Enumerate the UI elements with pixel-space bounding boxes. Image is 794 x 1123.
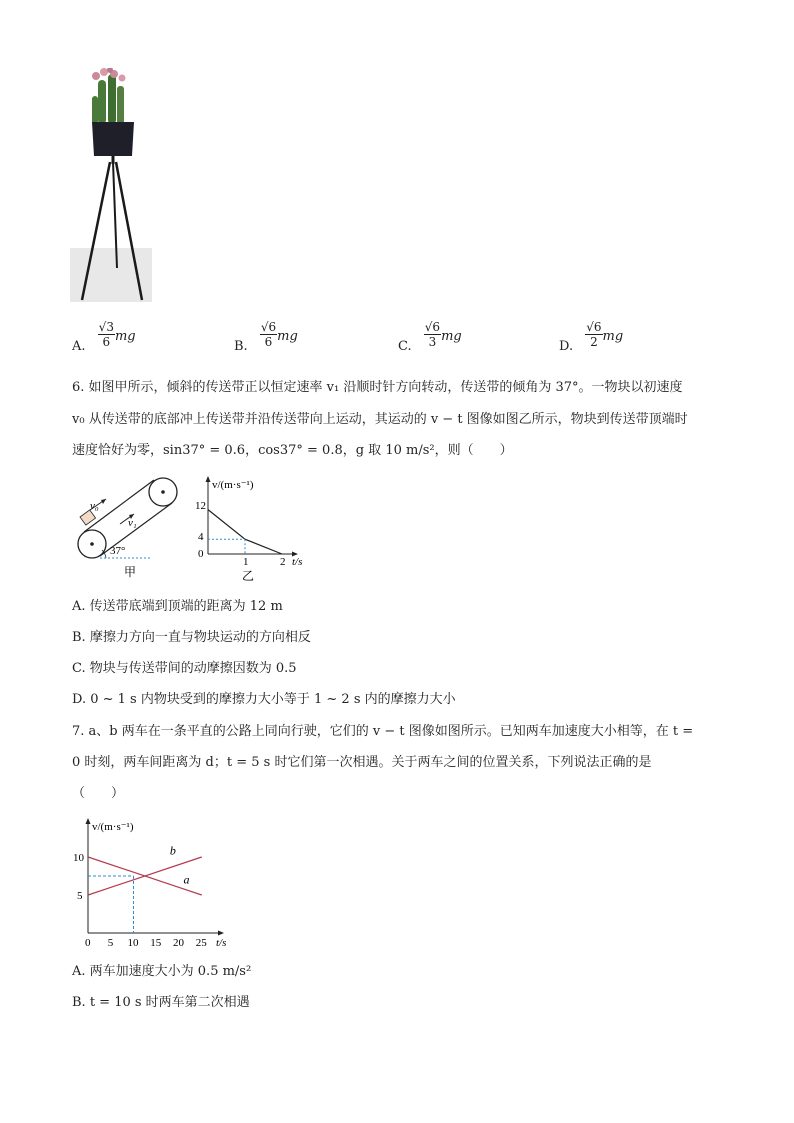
q6-stem-line-3: 速度恰好为零，sin37° = 0.6，cos37° = 0.8，g 取 10 m/s²，则（ ） (72, 443, 513, 458)
chart1-ytick-4: 4 (198, 531, 204, 543)
q5-options (72, 320, 752, 364)
chart2-ytick: 5 (77, 890, 83, 902)
q5-option-a: A. $\frac{√3}{6}$ mg (72, 320, 136, 354)
chart2-label-b: b (169, 843, 176, 858)
q6-stem-line-1: 6. 如图甲所示，倾斜的传送带正以恒定速率 v₁ 沿顺时针方向转动，传送带的倾角为 37°。一物块以初速度 (72, 380, 683, 395)
chart2-label-a: a (183, 872, 190, 887)
chart2-xtick: 10 (127, 937, 139, 949)
q5-option-c: C. $\frac{√6}{3}$ mg (398, 320, 462, 354)
q5-option-d: D. $\frac{√6}{2}$ mg (559, 320, 624, 354)
q6-option-d: D. 0 ~ 1 s 内物块受到的摩擦力大小等于 1 ~ 2 s 内的摩擦力大小 (72, 692, 456, 707)
chart2-ytick: 10 (73, 852, 84, 864)
chart1-ytick-12: 12 (195, 500, 206, 512)
chart2-xtick: 20 (173, 937, 184, 949)
chart1-ylabel: v/(m·s⁻¹) (212, 479, 254, 491)
angle-label: 37° (110, 545, 126, 557)
chart1-xtick-2: 2 (280, 556, 286, 568)
q7-option-a: A. 两车加速度大小为 0.5 m/s² (72, 964, 252, 979)
chart1-xtick-1: 1 (243, 556, 249, 568)
q7-stem-line-3: （ ） (72, 786, 125, 801)
q7-stem-line-2: 0 时刻，两车间距离为 d；t = 5 s 时它们第一次相遇。关于两车之间的位置关系，下列说法正确的是 (72, 755, 652, 770)
plant-stand-photo (70, 68, 152, 302)
q7-option-b: B. t = 10 s 时两车第二次相遇 (72, 995, 250, 1010)
q6-option-c: C. 物块与传送带间的动摩擦因数为 0.5 (72, 661, 297, 676)
q6-option-b: B. 摩擦力方向一直与物块运动的方向相反 (72, 630, 311, 645)
chart2-xlabel: t/s (216, 937, 227, 949)
q6-stem-line-2: v₀ 从传送带的底部冲上传送带并沿传送带向上运动，其运动的 v − t 图像如图乙所示，物块到传送带顶端时 (72, 412, 688, 427)
chart2-xtick: 5 (107, 937, 114, 949)
chart2-xtick: 0 (85, 937, 91, 949)
chart2-ylabel: v/(m·s⁻¹) (92, 821, 134, 833)
chart2-xtick: 15 (150, 937, 162, 949)
caption-jia: 甲 (124, 565, 137, 579)
q7-stem-line-1: 7. a、b 两车在一条平直的公路上同向行驶，它们的 v − t 图像如图所示。已知两车加速度大小相等，在 t = (72, 724, 694, 739)
chart2-xtick: 25 (195, 937, 207, 949)
q6-chart-vt (192, 474, 322, 584)
v1-label: v₁ (128, 517, 137, 529)
v0-label: v₀ (90, 500, 99, 512)
caption-yi: 乙 (242, 569, 255, 583)
chart1-ytick-0: 0 (198, 548, 204, 560)
q6-option-a: A. 传送带底端到顶端的距离为 12 m (72, 599, 283, 614)
q5-option-b: B. $\frac{√6}{6}$ mg (234, 320, 298, 354)
q6-figure-conveyor (72, 472, 192, 582)
q7-chart-vt (72, 812, 242, 952)
chart1-xlabel: t/s (292, 556, 303, 568)
